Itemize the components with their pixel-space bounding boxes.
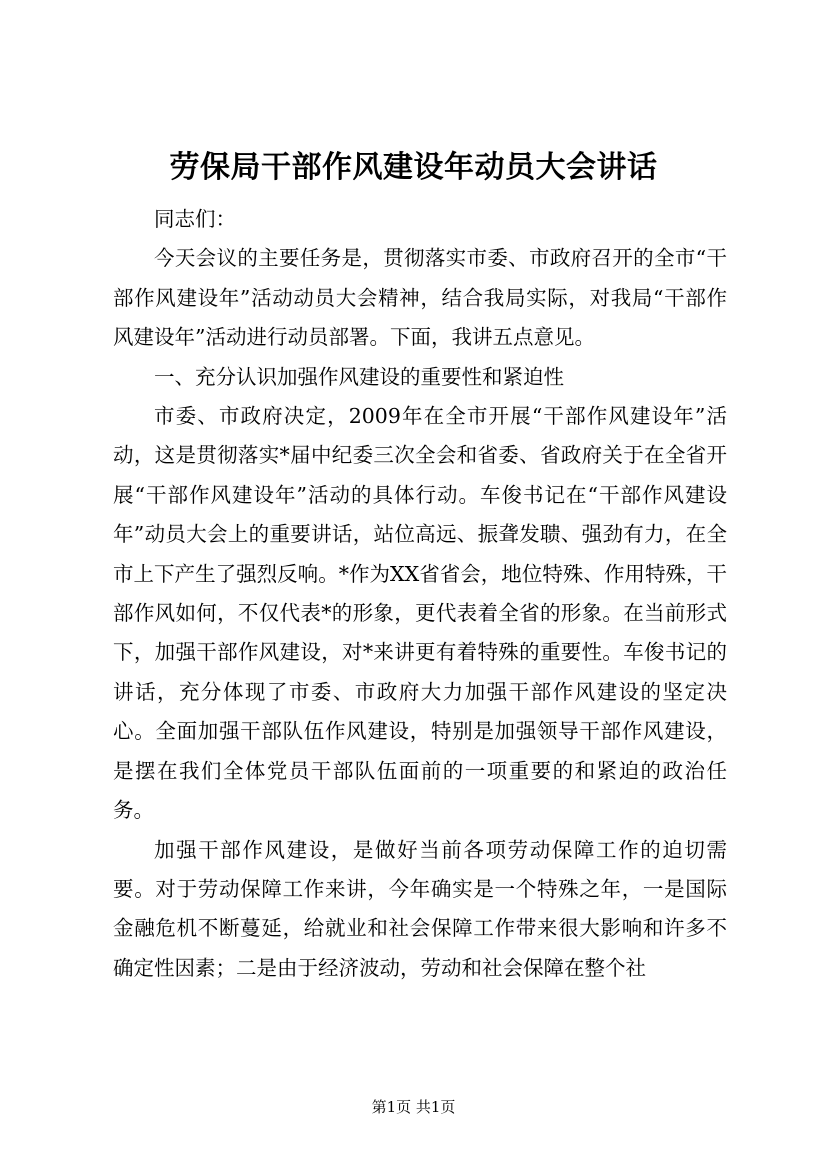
document-body	[113, 200, 727, 988]
paragraph-section-1-a: 市委、市政府决定，2009年在全市开展“干部作风建设年”活动，这是贯彻落实*届中纪委三次全会和省委、省政府关于在全省开展“干部作风建设年”活动的具体行动。车俊书记在“干部作风建设年”动员大会上的重要讲话，站位高远、振聋发聩、强劲有力，在全市上下产生了强烈反响。*作为XX省省会，地位特殊、作用特殊，干部作风如何，不仅代表*的形象，更代表着全省的形象。在当前形式下，加强干部作风建设，对*来讲更有着特殊的重要性。车俊书记的讲话，充分体现了市委、市政府大力加强干部作风建设的坚定决心。全面加强干部队伍作风建设，特别是加强领导干部作风建设，是摆在我们全体党员干部队伍面前的一项重要的和紧迫的政治任务。	[113, 404, 727, 823]
page-footer: 第1页 共1页	[371, 1098, 456, 1116]
section-heading-1: 一、充分认识加强作风建设的重要性和紧迫性	[154, 364, 564, 389]
paragraph-salutation: 同志们：	[154, 207, 236, 231]
paragraph-intro: 今天会议的主要任务是，贯彻落实市委、市政府召开的全市“干部作风建设年”活动动员大会精神，结合我局实际，对我局“干部作风建设年”活动进行动员部署。下面，我讲五点意见。	[113, 246, 727, 350]
paragraph-section-1-b: 加强干部作风建设，是做好当前各项劳动保障工作的迫切需要。对于劳动保障工作来讲，今年确实是一个特殊之年，一是国际金融危机不断蔓延，给就业和社会保障工作带来很大影响和许多不确定性因素；二是由于经济波动，劳动和社会保障在整个社	[113, 837, 727, 980]
document-title: 劳保局干部作风建设年动员大会讲话	[169, 150, 658, 185]
